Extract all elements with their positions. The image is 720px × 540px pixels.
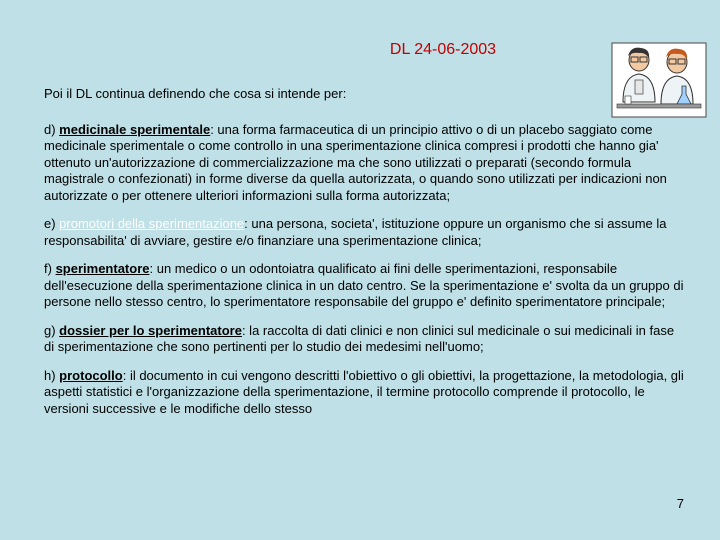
definition-prefix: f) [44, 261, 56, 276]
definition-g [44, 323, 684, 356]
intro-text: Poi il DL continua definendo che cosa si intende per: [44, 86, 347, 101]
slide-body [44, 86, 684, 429]
definition-term: dossier per lo sperimentatore [59, 322, 242, 338]
definition-text: : una forma farmaceutica di un principio attivo o di un placebo saggiato come medicinale sperimentale o come controllo in una sperimentazione clinica compresi i prodotti che hanno gia' ottenuto un'autorizzazione di commercializzazione ma che sono utilizzati o preparati (secondo formula magistrale o confezionati) in forme diverse da quella autorizzata, o quando sono utilizzati per indicazioni non autorizzate o per ottenere ulteriori informazioni sulla forma autorizzata; [44, 121, 667, 203]
definition-text: : un medico o un odontoiatra qualificato ai fini delle sperimentazioni, responsabile dell'esecuzione della sperimentazione clinica in un dato centro. Se la sperimentazione e' svolta da un gruppo di persone nello stesso centro, lo sperimentatore responsabile del gruppo e' definito sperimentatore principale; [44, 261, 684, 309]
definition-f [44, 261, 684, 311]
definition-text: : una persona, societa', istituzione oppure un organismo che si assume la responsabilita' di avviare, gestire e/o finanziare una sperimentazione clinica; [44, 216, 667, 248]
definition-prefix: d) [44, 121, 60, 137]
definition-text: : la raccolta di dati clinici e non clinici sul medicinale o sui medicinali in fase di sperimentazione che sono pertinenti per lo studio dei medesimi nell'uomo; [44, 322, 675, 354]
definition-d [44, 122, 684, 205]
slide-title: DL 24-06-2003 [389, 41, 497, 58]
definition-text: : il documento in cui vengono descritti l'obiettivo o gli obiettivi, la progettazione, la metodologia, gli aspetti statistici e l'organizzazione della sperimentazione, il termine protocollo comprende il protocollo, le versioni successive e le modifiche dello stesso [44, 367, 684, 416]
page-number: 7 [676, 496, 684, 511]
definition-prefix: g) [44, 322, 60, 338]
definition-h [44, 368, 684, 418]
definition-prefix: e) [44, 216, 60, 231]
definition-prefix: h) [44, 367, 60, 383]
definition-e [44, 216, 684, 249]
definition-term: protocollo [59, 367, 123, 383]
definition-term: sperimentatore [55, 261, 150, 276]
definition-term-link[interactable]: promotori della sperimentazione [59, 216, 245, 231]
definition-term: medicinale sperimentale [59, 121, 211, 137]
